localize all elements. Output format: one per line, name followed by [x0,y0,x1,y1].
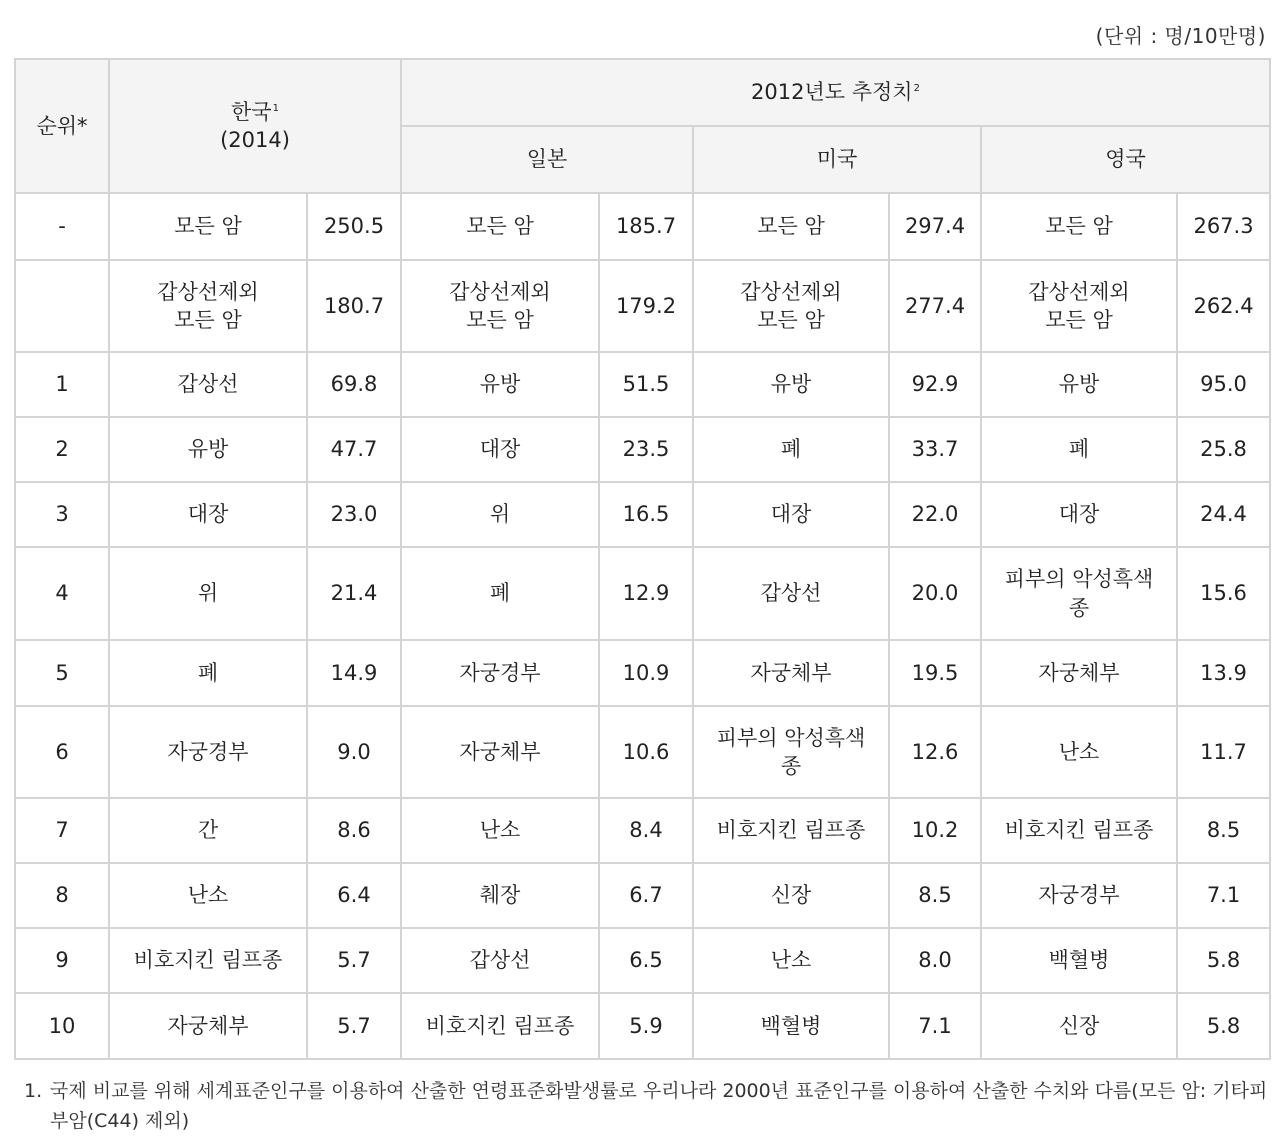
rate-value-cell: 8.0 [889,928,981,993]
estimate-header [401,59,1270,126]
rate-value-cell: 8.5 [1177,798,1270,863]
cancer-site-cell: 대장 [693,482,889,547]
rate-value-cell: 69.8 [307,352,401,417]
cancer-site-cell: 유방 [109,417,307,482]
cancer-site-cell: 모든 암 [109,193,307,260]
cancer-site-cell: 난소 [693,928,889,993]
rate-value-cell: 23.5 [599,417,693,482]
rate-value-cell: 33.7 [889,417,981,482]
estimate-footnote-marker: 2 [913,83,920,95]
rate-value-cell: 185.7 [599,193,693,260]
footnote-number: 1. [24,1080,43,1102]
cancer-site-cell: 자궁경부 [981,863,1177,928]
cancer-site-cell: 모든 암 [401,193,599,260]
cancer-site-cell: 유방 [981,352,1177,417]
rate-value-cell: 5.8 [1177,993,1270,1059]
rate-value-cell: 8.6 [307,798,401,863]
rate-value-cell: 23.0 [307,482,401,547]
rank-cell: 1 [15,352,109,417]
cancer-site-cell: 췌장 [401,863,599,928]
rank-cell: 10 [15,993,109,1059]
cancer-site-cell: 폐 [981,417,1177,482]
cancer-site-cell: 간 [109,798,307,863]
footnote [24,1076,1275,1136]
cancer-site-cell: 위 [109,547,307,640]
korea-header [109,59,401,193]
rank-cell: 9 [15,928,109,993]
korea-title: 한국 [231,99,272,124]
rate-value-cell: 277.4 [889,260,981,352]
rate-value-cell: 6.7 [599,863,693,928]
table-body [15,193,1270,1059]
country-header-japan: 일본 [401,126,693,193]
rate-value-cell: 10.9 [599,640,693,706]
cancer-site-cell: 난소 [401,798,599,863]
cancer-site-cell: 비호지킨 림프종 [109,928,307,993]
rate-value-cell: 5.9 [599,993,693,1059]
rate-value-cell: 297.4 [889,193,981,260]
rate-value-cell: 6.5 [599,928,693,993]
rate-value-cell: 267.3 [1177,193,1270,260]
rate-value-cell: 95.0 [1177,352,1270,417]
cancer-site-cell: 갑상선 [401,928,599,993]
rate-value-cell: 92.9 [889,352,981,417]
country-header-uk: 영국 [981,126,1270,193]
rate-value-cell: 15.6 [1177,547,1270,640]
cancer-site-cell: 갑상선제외 모든 암 [693,260,889,352]
rate-value-cell: 9.0 [307,706,401,798]
cancer-site-cell: 백혈병 [693,993,889,1059]
rate-value-cell: 5.8 [1177,928,1270,993]
rate-value-cell: 51.5 [599,352,693,417]
rate-value-cell: 5.7 [307,993,401,1059]
rank-cell: 3 [15,482,109,547]
cancer-site-cell: 대장 [401,417,599,482]
cancer-site-cell: 자궁체부 [401,706,599,798]
cancer-site-cell: 자궁체부 [981,640,1177,706]
rate-value-cell: 12.9 [599,547,693,640]
cancer-site-cell: 자궁체부 [693,640,889,706]
table-row [15,706,1270,798]
cancer-site-cell: 비호지킨 림프종 [693,798,889,863]
rate-value-cell: 22.0 [889,482,981,547]
cancer-site-cell: 대장 [109,482,307,547]
table-row [15,417,1270,482]
rate-value-cell: 47.7 [307,417,401,482]
cancer-site-cell: 난소 [981,706,1177,798]
rate-value-cell: 7.1 [889,993,981,1059]
korea-year: (2014) [220,128,290,152]
cancer-site-cell: 폐 [693,417,889,482]
table-row [15,352,1270,417]
rate-value-cell: 10.2 [889,798,981,863]
cancer-incidence-table [14,58,1271,1060]
cancer-site-cell: 갑상선제외 모든 암 [401,260,599,352]
rate-value-cell: 24.4 [1177,482,1270,547]
cancer-site-cell: 난소 [109,863,307,928]
rank-cell: 5 [15,640,109,706]
cancer-site-cell: 폐 [109,640,307,706]
cancer-site-cell: 폐 [401,547,599,640]
table-row [15,482,1270,547]
cancer-site-cell: 모든 암 [981,193,1177,260]
cancer-site-cell: 비호지킨 림프종 [981,798,1177,863]
cancer-site-cell: 자궁경부 [109,706,307,798]
cancer-site-cell: 위 [401,482,599,547]
cancer-site-cell: 갑상선 [693,547,889,640]
cancer-site-cell: 유방 [401,352,599,417]
rate-value-cell: 262.4 [1177,260,1270,352]
rate-value-cell: 6.4 [307,863,401,928]
cancer-site-cell: 신장 [693,863,889,928]
rank-cell [15,260,109,352]
rank-cell: 2 [15,417,109,482]
rate-value-cell: 10.6 [599,706,693,798]
rate-value-cell: 12.6 [889,706,981,798]
rate-value-cell: 11.7 [1177,706,1270,798]
rank-cell: 4 [15,547,109,640]
table-row [15,640,1270,706]
country-header-usa: 미국 [693,126,981,193]
cancer-site-cell: 피부의 악성흑색 종 [693,706,889,798]
rate-value-cell: 21.4 [307,547,401,640]
rate-value-cell: 179.2 [599,260,693,352]
table-row [15,260,1270,352]
rank-cell: 7 [15,798,109,863]
rate-value-cell: 14.9 [307,640,401,706]
rate-value-cell: 8.5 [889,863,981,928]
rate-value-cell: 25.8 [1177,417,1270,482]
rate-value-cell: 7.1 [1177,863,1270,928]
rank-cell: 8 [15,863,109,928]
cancer-site-cell: 유방 [693,352,889,417]
cancer-site-cell: 자궁경부 [401,640,599,706]
rate-value-cell: 5.7 [307,928,401,993]
rate-value-cell: 20.0 [889,547,981,640]
cancer-site-cell: 신장 [981,993,1177,1059]
korea-footnote-marker: 1 [272,102,279,114]
rate-value-cell: 19.5 [889,640,981,706]
table-row [15,798,1270,863]
table-row [15,193,1270,260]
rank-cell: - [15,193,109,260]
cancer-site-cell: 피부의 악성흑색 종 [981,547,1177,640]
rank-cell: 6 [15,706,109,798]
estimate-title: 2012년도 추정치 [751,80,913,105]
cancer-site-cell: 자궁체부 [109,993,307,1059]
rate-value-cell: 13.9 [1177,640,1270,706]
cancer-site-cell: 갑상선제외 모든 암 [981,260,1177,352]
rate-value-cell: 8.4 [599,798,693,863]
cancer-site-cell: 갑상선제외 모든 암 [109,260,307,352]
rate-value-cell: 16.5 [599,482,693,547]
table-row [15,863,1270,928]
cancer-site-cell: 대장 [981,482,1177,547]
cancer-site-cell: 비호지킨 림프종 [401,993,599,1059]
table-row [15,928,1270,993]
table-row [15,993,1270,1059]
rank-header: 순위* [15,59,109,193]
rate-value-cell: 250.5 [307,193,401,260]
table-row [15,547,1270,640]
cancer-site-cell: 백혈병 [981,928,1177,993]
unit-label: (단위 : 명/10만명) [1095,24,1266,48]
rate-value-cell: 180.7 [307,260,401,352]
footnote-text: 국제 비교를 위해 세계표준인구를 이용하여 산출한 연령표준화발생률로 우리나라 2000년 표준인구를 이용하여 산출한 수치와 다름(모든 암: 기타피부암(C44) 제외) [50,1080,1268,1132]
cancer-site-cell: 갑상선 [109,352,307,417]
cancer-site-cell: 모든 암 [693,193,889,260]
